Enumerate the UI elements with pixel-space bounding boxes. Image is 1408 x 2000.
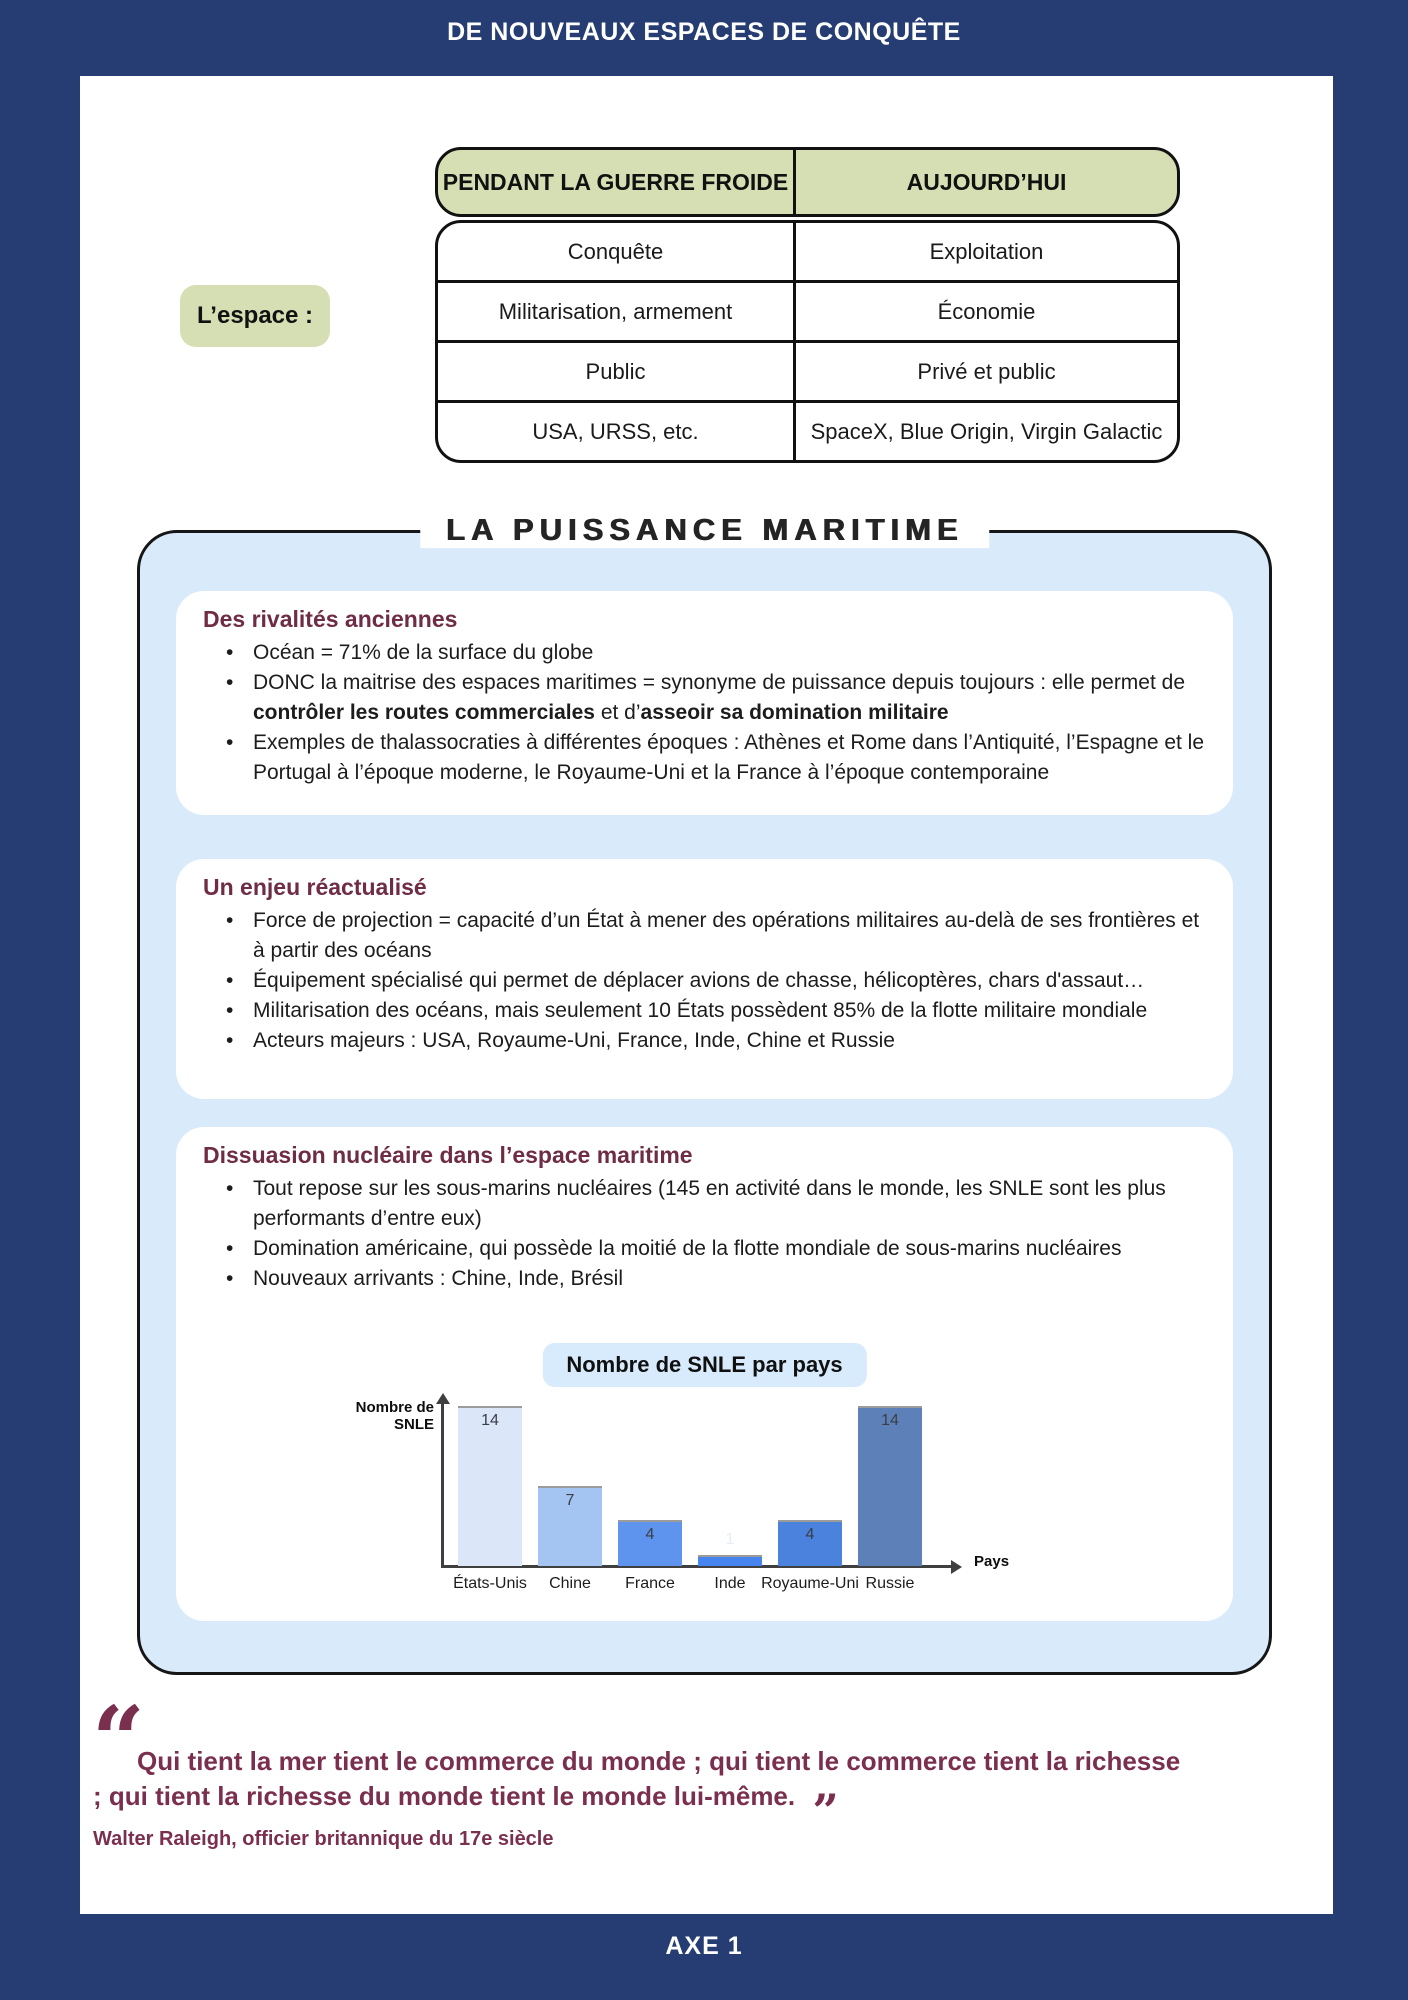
table-cell: Public — [438, 343, 796, 400]
section-enjeu-reactualise — [176, 859, 1233, 1099]
bullet-item — [203, 996, 1209, 1026]
chart-x-axis-label: Pays — [974, 1553, 1010, 1570]
bar-value-label: 7 — [565, 1492, 575, 1509]
table-header-cold-war: PENDANT LA GUERRE FROIDE — [438, 150, 796, 214]
space-comparison-table — [435, 147, 1180, 463]
bullet-dot: • — [226, 969, 234, 992]
bullet-dot: • — [226, 641, 234, 664]
footer-axis-label: AXE 1 — [665, 1932, 743, 1960]
table-header-row — [435, 147, 1180, 217]
chart-bar — [458, 1406, 522, 1566]
bar-value-label: 1 — [725, 1531, 735, 1548]
bar-category-label: Inde — [714, 1575, 746, 1592]
section-dissuasion-nucleaire — [176, 1127, 1233, 1621]
table-row — [438, 223, 1177, 280]
bullet-item — [203, 1026, 1209, 1056]
bar-category-label: Royaume-Uni — [761, 1575, 859, 1592]
table-cell: Militarisation, armement — [438, 283, 796, 340]
chart-title-pill: Nombre de SNLE par pays — [542, 1343, 866, 1387]
close-quote-icon: ” — [812, 1783, 841, 1838]
bar-category-label: Chine — [549, 1575, 591, 1592]
table-row — [438, 340, 1177, 400]
section-heading: Des rivalités anciennes — [203, 606, 458, 632]
table-cell: Conquête — [438, 223, 796, 280]
table-cell: Exploitation — [929, 238, 1044, 264]
bullet-item — [203, 906, 1209, 966]
table-cell: Privé et public — [917, 358, 1056, 384]
bullet-text: Nouveaux arrivants : Chine, Inde, Brésil — [253, 1267, 624, 1290]
bullet-text: Tout repose sur les sous-marins nucléaires (145 en activité dans le monde, les SNLE sont les plus performants d’entre eux) — [253, 1177, 1166, 1230]
bar-value-label: 4 — [805, 1526, 815, 1543]
bullet-text: Acteurs majeurs : USA, Royaume-Uni, France, Inde, Chine et Russie — [253, 1029, 895, 1052]
table-row — [438, 400, 1177, 460]
chart-bar — [698, 1555, 762, 1566]
bullet-dot: • — [226, 731, 234, 754]
quote-text: Qui tient la mer tient le commerce du monde ; qui tient le commerce tient la richesse ; qui tient la richesse du monde tient le monde lui-même. ” — [93, 1746, 1181, 1838]
bullet-text: Équipement spécialisé qui permet de déplacer avions de chasse, hélicoptères, chars d'assaut… — [253, 969, 1145, 992]
table-row — [438, 280, 1177, 340]
bullet-text: Domination américaine, qui possède la moitié de la flotte mondiale de sous-marins nucléaires — [253, 1237, 1122, 1260]
bullet-item — [203, 638, 1209, 668]
maritime-panel-title: LA PUISSANCE MARITIME — [420, 512, 990, 548]
bullet-text: DONC la maitrise des espaces maritimes = synonyme de puissance depuis toujours : elle permet de contrôler les routes commerciales et d’asseoir sa domination militaire — [253, 671, 1186, 724]
bullet-text: Force de projection = capacité d’un État à mener des opérations militaires au-delà de ses frontières et à partir des océans — [253, 909, 1200, 962]
bullet-dot: • — [226, 1237, 234, 1260]
section-rivalites-anciennes — [176, 591, 1233, 815]
table-cell: SpaceX, Blue Origin, Virgin Galactic — [810, 418, 1163, 444]
bar-category-label: France — [625, 1575, 675, 1592]
bar-category-label: Russie — [865, 1575, 915, 1592]
maritime-panel — [137, 512, 1272, 1675]
section-heading: Dissuasion nucléaire dans l’espace maritime — [203, 1142, 693, 1168]
chart-y-axis-label: Nombre de SNLE — [355, 1399, 434, 1433]
bar-value-label: 14 — [481, 1412, 499, 1429]
page-title: DE NOUVEAUX ESPACES DE CONQUÊTE — [447, 18, 961, 46]
y-axis-line — [441, 1403, 444, 1568]
chart-bar — [858, 1406, 922, 1566]
table-cell: USA, URSS, etc. — [438, 403, 796, 460]
bullet-item — [203, 1174, 1209, 1234]
bullet-text: Militarisation des océans, mais seulement 10 États possèdent 85% de la flotte militaire mondiale — [253, 999, 1148, 1022]
bullet-item — [203, 1234, 1209, 1264]
table-cell: Économie — [937, 298, 1036, 324]
section-heading: Un enjeu réactualisé — [203, 874, 427, 900]
bullet-dot: • — [226, 909, 234, 932]
open-quote-icon: “ — [92, 1686, 145, 1794]
bullet-dot: • — [226, 999, 234, 1022]
bullet-list — [203, 906, 1209, 1056]
bullet-item — [203, 668, 1209, 728]
bullet-dot: • — [226, 671, 234, 694]
bullet-text: Exemples de thalassocraties à différentes époques : Athènes et Rome dans l’Antiquité, l’Espagne et le Portugal à l’époque moderne, le Royaume-Uni et la France à l’époque contemporaine — [253, 731, 1205, 784]
snle-bar-chart — [326, 1393, 1046, 1608]
bullet-dot: • — [226, 1029, 234, 1052]
quote-attribution: Walter Raleigh, officier britannique du 17e siècle — [93, 1828, 554, 1850]
bullet-dot: • — [226, 1267, 234, 1290]
bullet-list — [203, 1174, 1209, 1294]
bullet-item — [203, 728, 1209, 788]
table-header-today: AUJOURD’HUI — [906, 168, 1067, 195]
bullet-text: Océan = 71% de la surface du globe — [253, 641, 594, 664]
x-axis-arrow-icon — [951, 1560, 962, 1574]
bullet-item — [203, 1264, 1209, 1294]
space-label-text: L’espace : — [196, 302, 314, 329]
bar-value-label: 4 — [645, 1526, 655, 1543]
bar-value-label: 14 — [881, 1412, 899, 1429]
bar-category-label: États-Unis — [453, 1575, 527, 1592]
space-label-pill — [180, 285, 330, 347]
bullet-dot: • — [226, 1177, 234, 1200]
sheet — [80, 76, 1333, 1914]
bullet-item — [203, 966, 1209, 996]
bullet-list — [203, 638, 1209, 788]
table-body — [435, 220, 1180, 463]
